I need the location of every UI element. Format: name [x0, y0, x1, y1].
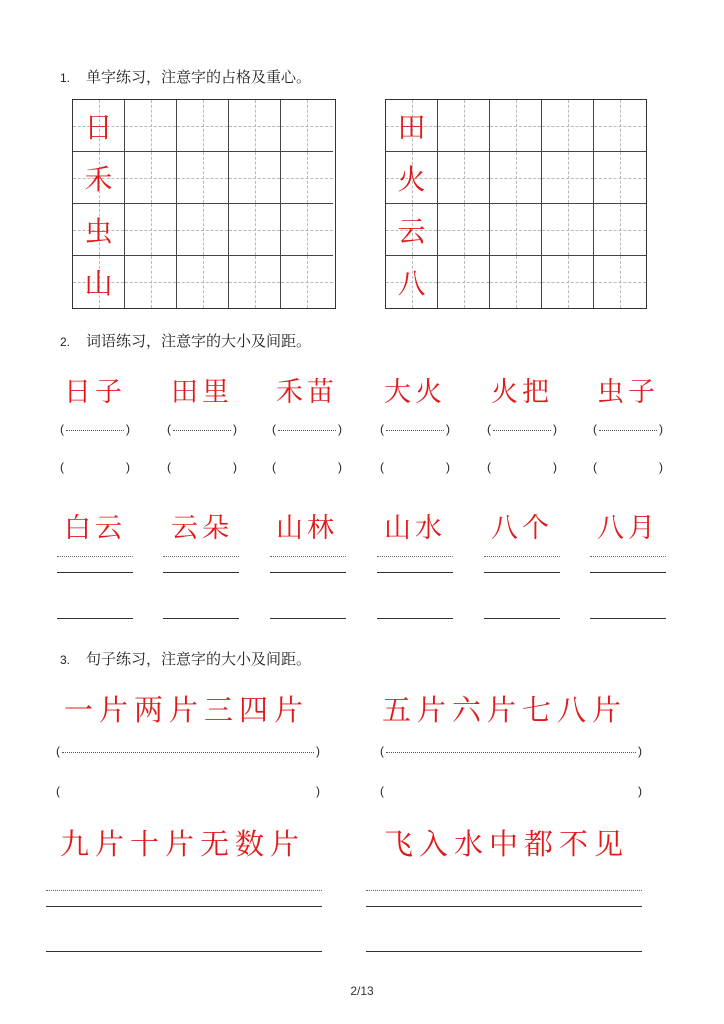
practice-word: 山水 [384, 513, 446, 544]
practice-word: 山林 [276, 513, 338, 544]
practice-cell[interactable] [177, 256, 229, 308]
writing-guide-line [46, 890, 322, 891]
answer-blank[interactable]: ( ) [593, 460, 663, 474]
example-char-cell [386, 256, 438, 308]
practice-cell[interactable] [490, 204, 542, 256]
answer-blank[interactable]: ( ) [380, 784, 642, 798]
practice-cell[interactable] [438, 152, 490, 204]
pinyin-blank[interactable]: ( ) [60, 422, 130, 436]
example-char: 日 [84, 110, 113, 144]
practice-cell[interactable] [490, 152, 542, 204]
writing-line[interactable] [163, 618, 239, 619]
pinyin-blank[interactable]: ( ) [380, 422, 450, 436]
writing-line[interactable] [57, 572, 133, 573]
section-1-title [60, 66, 311, 87]
pinyin-blank[interactable]: ( ) [487, 422, 557, 436]
practice-word: 日子 [64, 377, 126, 408]
pinyin-blank[interactable]: ( ) [167, 422, 237, 436]
section-2-title [60, 330, 311, 351]
writing-guide-line [590, 556, 666, 557]
example-char-cell [386, 100, 438, 152]
section-3-title [60, 648, 311, 669]
writing-line[interactable] [484, 618, 560, 619]
practice-cell[interactable] [177, 204, 229, 256]
example-char-cell [73, 100, 125, 152]
practice-cell[interactable] [281, 256, 333, 308]
practice-word: 虫子 [597, 377, 659, 408]
practice-cell[interactable] [542, 152, 594, 204]
writing-line[interactable] [46, 906, 322, 907]
example-char: 虫 [84, 214, 113, 248]
writing-line[interactable] [590, 618, 666, 619]
section-number: 2. [60, 335, 71, 349]
writing-guide-line [163, 556, 239, 557]
writing-line[interactable] [590, 572, 666, 573]
practice-word: 八个 [491, 513, 553, 544]
writing-line[interactable] [366, 951, 642, 952]
section-heading: 单字练习，注意字的占格及重心。 [86, 68, 312, 86]
practice-cell[interactable] [438, 256, 490, 308]
sentence-3: 九片十片无数片 [60, 827, 306, 861]
sentence-1: 一片两片三四片 [64, 693, 310, 727]
pinyin-blank[interactable]: ( ) [593, 422, 663, 436]
practice-word: 白云 [64, 513, 126, 544]
writing-guide-line [366, 890, 642, 891]
practice-cell[interactable] [542, 256, 594, 308]
practice-cell[interactable] [438, 204, 490, 256]
practice-cell[interactable] [281, 100, 333, 152]
pinyin-blank[interactable]: ( ) [380, 744, 642, 758]
writing-grid-right [385, 99, 647, 309]
writing-line[interactable] [163, 572, 239, 573]
writing-line[interactable] [366, 906, 642, 907]
practice-cell[interactable] [490, 100, 542, 152]
practice-cell[interactable] [229, 204, 281, 256]
practice-word: 云朵 [171, 513, 233, 544]
example-char: 云 [397, 214, 426, 248]
writing-line[interactable] [270, 572, 346, 573]
example-char-cell [386, 204, 438, 256]
practice-cell[interactable] [281, 204, 333, 256]
answer-blank[interactable]: ( ) [380, 460, 450, 474]
writing-guide-line [270, 556, 346, 557]
example-char-cell [73, 256, 125, 308]
practice-cell[interactable] [594, 100, 646, 152]
practice-word: 禾苗 [276, 377, 338, 408]
sentence-4: 飞入水中都不见 [384, 827, 630, 861]
answer-blank[interactable]: ( ) [167, 460, 237, 474]
practice-cell[interactable] [490, 256, 542, 308]
pinyin-blank[interactable]: ( ) [56, 744, 320, 758]
practice-cell[interactable] [177, 100, 229, 152]
practice-cell[interactable] [438, 100, 490, 152]
writing-line[interactable] [484, 572, 560, 573]
practice-cell[interactable] [594, 204, 646, 256]
pinyin-blank[interactable]: ( ) [272, 422, 342, 436]
practice-cell[interactable] [177, 152, 229, 204]
answer-blank[interactable]: ( ) [56, 784, 320, 798]
practice-word: 火把 [491, 377, 553, 408]
practice-word: 大火 [384, 377, 446, 408]
writing-guide-line [57, 556, 133, 557]
practice-cell[interactable] [594, 152, 646, 204]
practice-word: 八月 [597, 513, 659, 544]
answer-blank[interactable]: ( ) [487, 460, 557, 474]
answer-blank[interactable]: ( ) [60, 460, 130, 474]
practice-word: 田里 [171, 377, 233, 408]
practice-cell[interactable] [281, 152, 333, 204]
practice-cell[interactable] [125, 204, 177, 256]
writing-line[interactable] [377, 572, 453, 573]
example-char: 禾 [84, 162, 113, 196]
practice-cell[interactable] [125, 152, 177, 204]
writing-guide-line [484, 556, 560, 557]
section-heading: 句子练习，注意字的大小及间距。 [86, 650, 312, 668]
writing-line[interactable] [57, 618, 133, 619]
writing-line[interactable] [270, 618, 346, 619]
sentence-2: 五片六片七八片 [382, 693, 628, 727]
practice-cell[interactable] [594, 256, 646, 308]
answer-blank[interactable]: ( ) [272, 460, 342, 474]
example-char: 山 [84, 267, 113, 300]
writing-guide-line [377, 556, 453, 557]
writing-grid-left [72, 99, 336, 309]
section-number: 1. [60, 71, 71, 85]
practice-cell[interactable] [229, 100, 281, 152]
example-char: 火 [397, 162, 426, 196]
example-char-cell [386, 152, 438, 204]
practice-cell[interactable] [229, 152, 281, 204]
writing-line[interactable] [377, 618, 453, 619]
page-number: 2/13 [350, 984, 374, 998]
section-number: 3. [60, 653, 71, 667]
example-char-cell [73, 204, 125, 256]
section-heading: 词语练习，注意字的大小及间距。 [86, 332, 312, 350]
example-char: 八 [397, 267, 426, 300]
writing-line[interactable] [46, 951, 322, 952]
practice-cell[interactable] [542, 100, 594, 152]
example-char: 田 [397, 110, 426, 144]
practice-cell[interactable] [542, 204, 594, 256]
practice-cell[interactable] [125, 256, 177, 308]
practice-cell[interactable] [229, 256, 281, 308]
practice-cell[interactable] [125, 100, 177, 152]
example-char-cell [73, 152, 125, 204]
